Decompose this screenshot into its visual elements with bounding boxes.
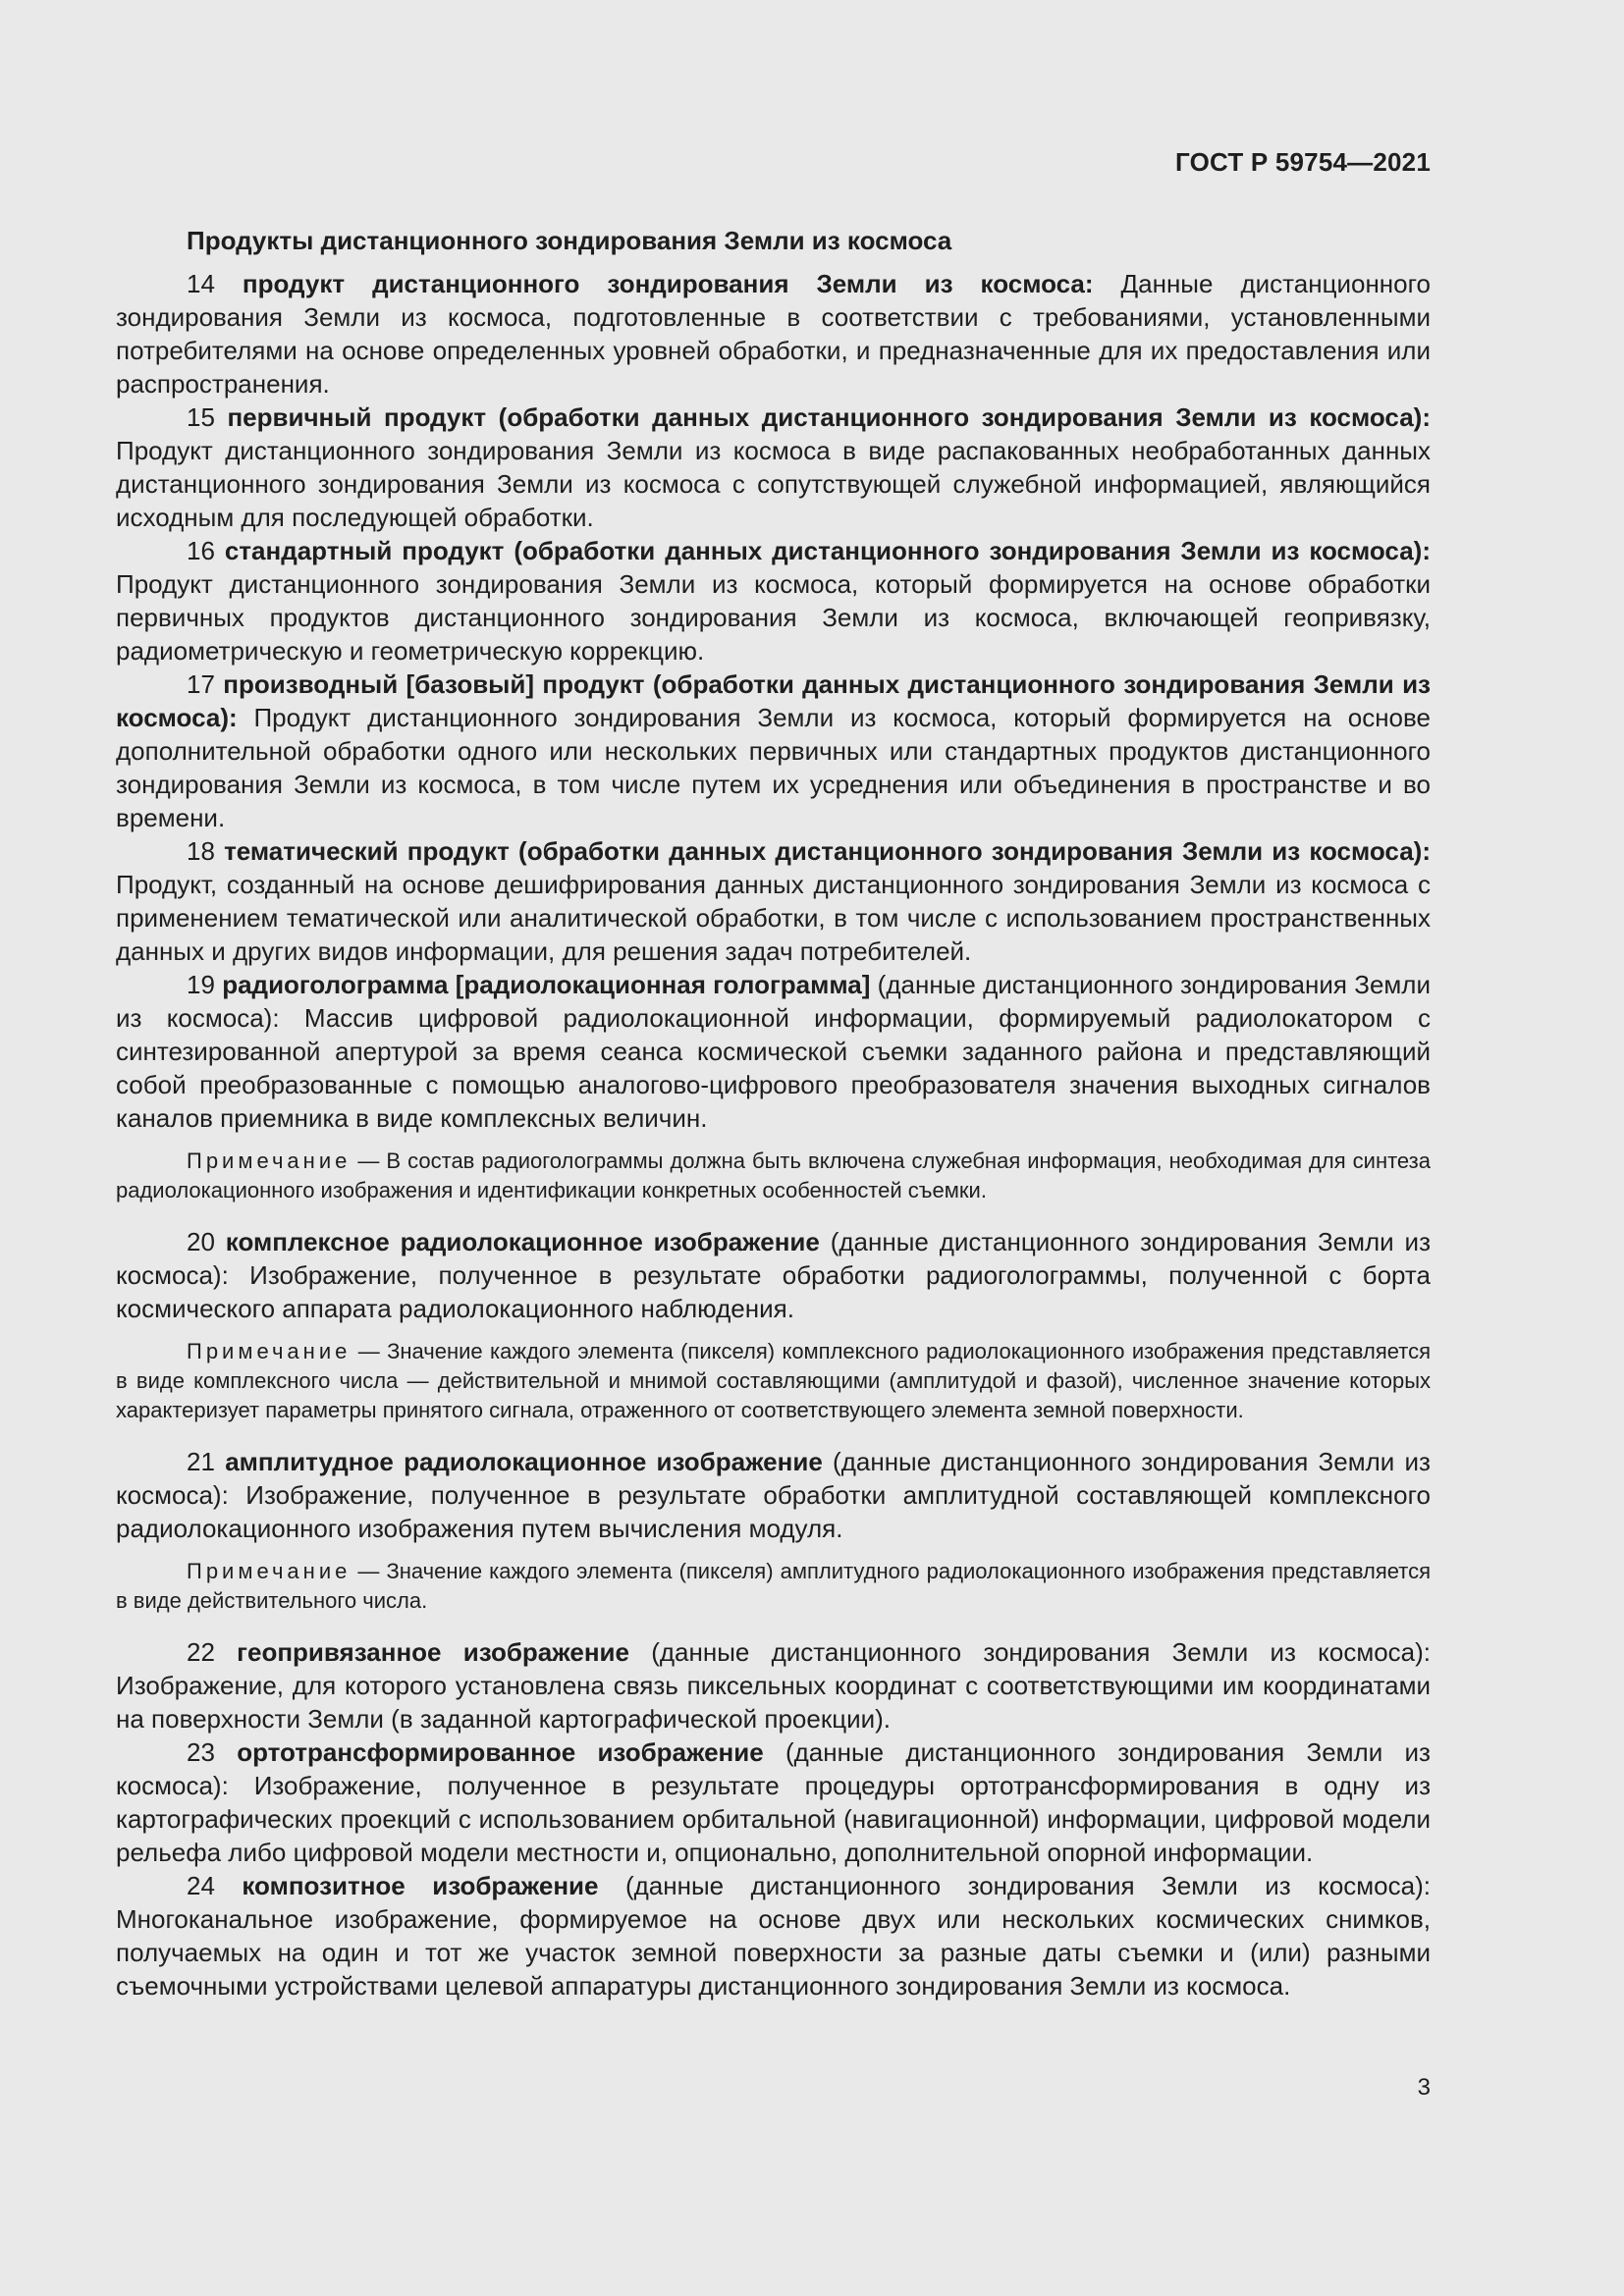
term-entry-24 [116,1869,1431,2002]
term-qualifier: (данные дистанционного зондирования Земли из космоса): [116,1447,1431,1510]
term-name: производный [базовый] продукт (обработки данных дистанционного зондирования Земли из космоса): [116,669,1431,732]
term-number: 18 [187,836,215,866]
term-number: 16 [187,536,215,565]
term-name: первичный продукт (обработки данных дистанционного зондирования Земли из космоса): [227,402,1431,432]
document-body [116,224,1431,2002]
term-number: 19 [187,970,215,999]
note-text: — Значение каждого элемента (пикселя) амплитудного радиолокационного изображения представляется в виде действительного числа. [116,1559,1431,1613]
term-entry-21 [116,1445,1431,1545]
term-qualifier: (данные дистанционного зондирования Земли из космоса): [116,1227,1431,1290]
term-number: 21 [187,1447,215,1476]
note-radiohologram [116,1147,1431,1205]
section-title: Продукты дистанционного зондирования Земли из космоса [187,226,952,255]
term-entry-17 [116,667,1431,834]
term-definition: Продукт дистанционного зондирования Земли из космоса, который формируется на основе дополнительной обработки одного или нескольких первичных или стандартных продуктов дистанционного зондирования Земли из космоса, в том числе путем их усреднения или объединения в пространстве и во времени. [116,703,1431,832]
term-name: стандартный продукт (обработки данных дистанционного зондирования Земли из космоса): [224,536,1431,565]
term-definition: Изображение, для которого установлена связь пиксельных координат с соответствующими им координатами на поверхности Земли (в заданной картографической проекции). [116,1671,1431,1734]
term-qualifier: (данные дистанционного зондирования Земли из космоса): [116,1737,1431,1800]
term-number: 20 [187,1227,215,1256]
term-name: комплексное радиолокационное изображение [225,1227,820,1256]
note-label: Примечание [187,1148,352,1173]
term-entry-20 [116,1225,1431,1325]
term-definition: Продукт, созданный на основе дешифрирования данных дистанционного зондирования Земли из космоса с применением тематической или аналитической обработки, в том числе с использованием пространственных данных и других видов информации, для решения задач потребителей. [116,870,1431,966]
term-name: продукт дистанционного зондирования Земли из космоса: [242,269,1094,298]
term-number: 22 [187,1637,215,1667]
term-definition: Продукт дистанционного зондирования Земли из космоса, который формируется на основе обработки первичных продуктов дистанционного зондирования Земли из космоса, включающей геопривязку, радиометрическую и геометрическую коррекцию. [116,569,1431,666]
term-number: 17 [187,669,215,699]
term-name: геопривязанное изображение [237,1637,629,1667]
term-name: амплитудное радиолокационное изображение [225,1447,823,1476]
term-qualifier: (данные дистанционного зондирования Земли из космоса): [116,970,1431,1033]
note-text: — В состав радиоголограммы должна быть включена служебная информация, необходимая для синтеза радиолокационного изображения и идентификации конкретных особенностей съемки. [116,1148,1431,1202]
term-entry-19 [116,968,1431,1135]
term-entry-14 [116,267,1431,400]
term-qualifier: (данные дистанционного зондирования Земли из космоса): [598,1871,1431,1900]
term-definition: Изображение, полученное в результате процедуры ортотрансформирования в одну из картографических проекций с использованием орбитальной (навигационной) информации, цифровой модели рельефа либо цифровой модели местности и, опционально, дополнительной опорной информации. [116,1771,1431,1867]
term-entry-15 [116,400,1431,534]
term-entry-23 [116,1735,1431,1869]
page-number: 3 [1417,2074,1431,2101]
document-code-header: ГОСТ Р 59754—2021 [1175,147,1431,177]
term-name: тематический продукт (обработки данных дистанционного зондирования Земли из космоса): [224,836,1431,866]
term-name: ортотрансформированное изображение [237,1737,764,1767]
term-name: композитное изображение [242,1871,599,1900]
term-entry-18 [116,834,1431,968]
term-qualifier: (данные дистанционного зондирования Земли из космоса): [628,1637,1431,1667]
note-label: Примечание [187,1559,352,1583]
note-complex-image [116,1337,1431,1425]
note-label: Примечание [187,1339,352,1363]
term-definition: Изображение, полученное в результате обработки радиоголограммы, полученной с борта космического аппарата радиолокационного наблюдения. [116,1260,1431,1323]
term-number: 24 [187,1871,215,1900]
note-amplitude-image [116,1557,1431,1616]
term-definition: Многоканальное изображение, формируемое на основе двух или нескольких космических снимков, получаемых на один и тот же участок земной поверхности за разные даты съемки и (или) разными съемочными устройствами целевой аппаратуры дистанционного зондирования Земли из космоса. [116,1904,1431,2001]
term-entry-22 [116,1635,1431,1735]
term-name: радиоголограмма [радиолокационная голограмма] [222,970,871,999]
term-definition: Массив цифровой радиолокационной информации, формируемый радиолокатором с синтезированной апертурой за время сеанса космической съемки заданного района и представляющий собой преобразованные с помощью аналогово-цифрового преобразователя значения выходных сигналов каналов приемника в виде комплексных величин. [116,1003,1431,1133]
term-entry-16 [116,534,1431,667]
term-definition: Продукт дистанционного зондирования Земли из космоса в виде распакованных необработанных данных дистанционного зондирования Земли из космоса с сопутствующей служебной информацией, являющийся исходным для последующей обработки. [116,436,1431,532]
term-definition: Изображение, полученное в результате обработки амплитудной составляющей комплексного радиолокационного изображения путем вычисления модуля. [116,1480,1431,1543]
term-number: 14 [187,269,215,298]
note-text: — Значение каждого элемента (пикселя) комплексного радиолокационного изображения представляется в виде комплексного числа — действительной и мнимой составляющими (амплитудой и фазой), численное значение которых характеризует параметры принятого сигнала, отраженного от соответствующего элемента земной поверхности. [116,1339,1431,1422]
term-number: 15 [187,402,215,432]
term-definition: Данные дистанционного зондирования Земли из космоса, подготовленные в соответствии с требованиями, установленными потребителями на основе определенных уровней обработки, и предназначенные для их предоставления или распространения. [116,269,1431,399]
term-number: 23 [187,1737,215,1767]
